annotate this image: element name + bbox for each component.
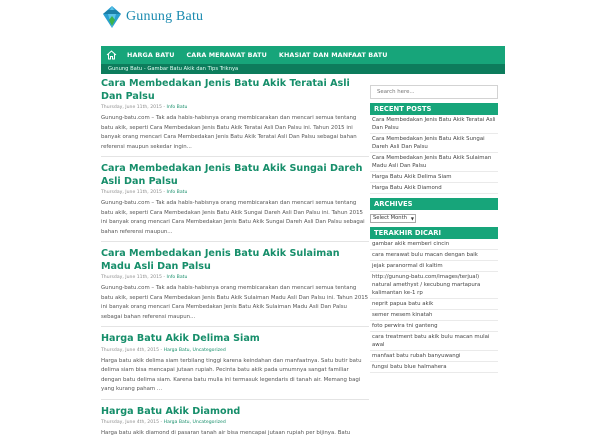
recent-post-link[interactable]: Harga Batu Akik Delima Siam (370, 172, 498, 183)
post-item (101, 78, 369, 157)
post-date: Thursday, June 4th, 2015 (101, 420, 159, 425)
meta-separator: - (160, 347, 163, 353)
search-term-link[interactable]: manfaat batu rubah banyuwangi (370, 351, 498, 362)
nav-item-harga-batu[interactable]: HARGA BATU (127, 51, 175, 59)
terakhir-dicari-title: TERAKHIR DICARI (370, 227, 498, 239)
post-excerpt: Harga batu akik delima siam terbilang tinggi karena keindahan dan manfaatnya. Satu butir batu delima siam bisa mencapai jutaan rupiah. Pecinta batu akik pada umumnya sangat familiar dengan batu delima siam. Karena batu mulia ini termasuk legendaris di tanah air. Memang bagi yang kurang paham ... (101, 357, 362, 392)
meta-separator: - (163, 190, 166, 195)
recent-post-link[interactable]: Harga Batu Akik Diamond (370, 183, 498, 194)
post-excerpt: Harga batu akik diamond di pasaran tanah air bisa mencapai jutaan rupiah per bijinya. Batu (101, 430, 351, 436)
post-meta (101, 348, 369, 353)
post-category[interactable]: Info Batu (166, 190, 188, 195)
search-input[interactable] (370, 85, 498, 99)
post-date: Thursday, June 4th, 2015 (101, 347, 159, 353)
meta-separator: - (163, 275, 166, 280)
post-title[interactable]: Cara Membedakan Jenis Batu Akik Sulaiman Madu Asli Dan Palsu (101, 248, 340, 272)
recent-post-link[interactable]: Cara Membedakan Jenis Batu Akik Sungai Dareh Asli Dan Palsu (370, 134, 498, 153)
post-date: Thursday, June 11th, 2015 (101, 190, 162, 195)
search-term-link[interactable]: http://gunung-batu.com/images/terjual) natural amethyst / kecubung martapura kalimantan ke-1 rp (370, 272, 498, 299)
post-divider (101, 241, 369, 242)
search-term-link[interactable]: gambar akik memberi cincin (370, 239, 498, 250)
meta-separator: - (163, 105, 166, 110)
search-term-link[interactable]: neprit papua batu akik (370, 299, 498, 310)
recent-posts-list (370, 115, 498, 194)
post-date: Thursday, June 11th, 2015 (101, 105, 162, 110)
post-divider (101, 399, 369, 400)
site-logo[interactable] (101, 4, 203, 30)
post-item (101, 333, 369, 400)
post-category[interactable]: Harga Batu, Uncategorized (163, 420, 226, 425)
post-category[interactable]: Info Batu (166, 275, 188, 280)
post-item (101, 248, 369, 327)
post-meta (101, 420, 369, 425)
post-excerpt: Gunung-batu.com – Tak ada habis-habisnya orang membicarakan dan mencari semua tentang batu akik, seperti Cara Membedakan Jenis Batu Akik Teratai Asli Dan Palsu ini. Tahun 2015 ini banyak orang mencari Cara Membedakan Jenis Batu Akik Teratai Asli Dan Palsu sebagai bahan referensi maupun sekedar ingin... (101, 115, 357, 150)
search-term-link[interactable]: cara merawat bulu macan dengan baik (370, 250, 498, 261)
site-tagline: Gunung Batu - Gambar Batu Akik dan Tips Triknya (101, 64, 505, 74)
post-date: Thursday, June 11th, 2015 (101, 275, 162, 280)
recent-posts-title: RECENT POSTS (370, 103, 498, 115)
site-header (95, 0, 505, 44)
left-gutter (0, 0, 95, 400)
main-nav (101, 46, 505, 64)
post-title[interactable]: Cara Membedakan Jenis Batu Akik Sungai Dareh Asli Dan Palsu (101, 163, 363, 187)
post-category[interactable]: Info Batu (166, 105, 188, 110)
recent-post-link[interactable]: Cara Membedakan Jenis Batu Akik Teratai Asli Dan Palsu (370, 115, 498, 134)
archives-title: ARCHIVES (370, 198, 498, 210)
meta-separator: - (160, 420, 163, 425)
chevron-down-icon: ▼ (410, 216, 414, 221)
nav-item-khasiat[interactable]: KHASIAT DAN MANFAAT BATU (278, 51, 388, 59)
post-meta (101, 275, 369, 280)
gem-logo-icon (101, 4, 123, 30)
post-title[interactable]: Harga Batu Akik Delima Siam (101, 333, 260, 344)
site-title: Gunung Batu (126, 9, 204, 24)
search-term-link[interactable]: cara treatment batu akik bulu macan mulai awal (370, 332, 498, 351)
terakhir-dicari-list (370, 239, 498, 373)
sidebar (370, 78, 498, 373)
nav-item-cara-merawat-batu[interactable]: CARA MERAWAT BATU (186, 51, 267, 59)
page-wrapper (95, 0, 505, 436)
search-term-link[interactable]: jejak paranormal di kaltim (370, 261, 498, 272)
search-term-link[interactable]: semer mesem kinatah (370, 310, 498, 321)
archives-select-value: Select Month (373, 215, 407, 221)
post-excerpt: Gunung-batu.com – Tak ada habis-habisnya orang membicarakan dan mencari semua tentang batu akik, seperti Cara Membedakan Jenis Batu Akik Sulaiman Madu Asli Dan Palsu ini. Tahun 2015 ini banyak orang mencari Cara Membedakan Jenis Batu Akik Sulaiman Madu Asli Dan Palsu sebagai bahan referensi maupun... (101, 285, 369, 320)
post-divider (101, 326, 369, 327)
post-item (101, 163, 369, 242)
home-icon[interactable] (101, 46, 121, 64)
post-title[interactable]: Harga Batu Akik Diamond (101, 405, 241, 417)
post-excerpt: Gunung-batu.com – Tak ada habis-habisnya orang membicarakan dan mencari semua tentang batu akik, seperti Cara Membedakan Jenis Batu Akik Sungai Dareh Asli Dan Palsu ini. Tahun 2015 ini banyak orang mencari Cara Membedakan Jenis Batu Akik Sungai Dareh Asli Dan Palsu sebagai bahan referensi maupun... (101, 200, 365, 235)
recent-post-link[interactable]: Cara Membedakan Jenis Batu Akik Sulaiman Madu Asli Dan Palsu (370, 153, 498, 172)
search-term-link[interactable]: foto perwira tni ganteng (370, 321, 498, 332)
post-item (101, 406, 369, 439)
post-meta (101, 105, 369, 110)
post-meta (101, 190, 369, 195)
search-term-link[interactable]: fungsi batu blue halmahera (370, 362, 498, 373)
post-title[interactable]: Cara Membedakan Jenis Batu Akik Teratai Asli Dan Palsu (101, 78, 350, 102)
archives-select[interactable] (370, 214, 416, 223)
post-divider (101, 156, 369, 157)
post-list (101, 78, 369, 445)
post-category[interactable]: Harga Batu, Uncategorized (163, 347, 226, 353)
